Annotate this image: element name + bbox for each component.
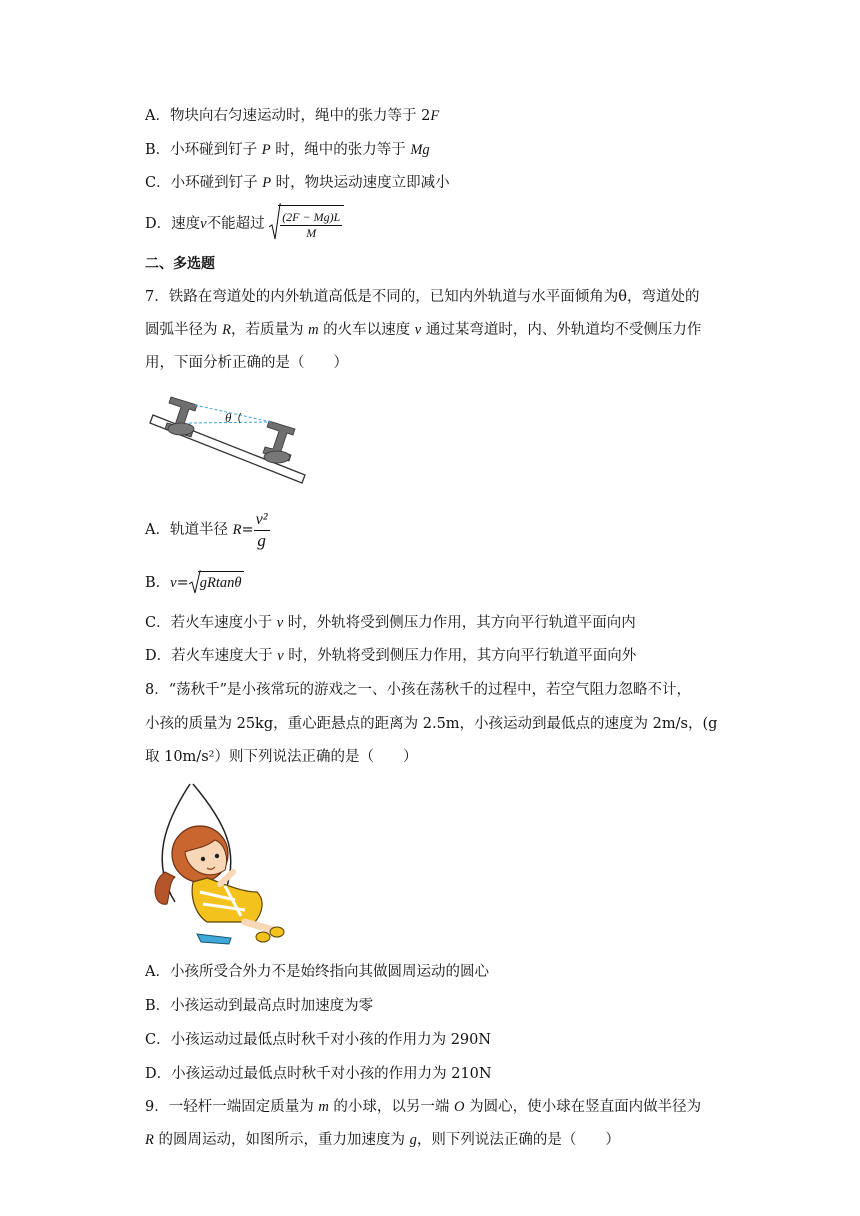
q9-stem-line2	[145, 1130, 620, 1150]
q7-option-a-var: R	[232, 522, 242, 538]
q6-option-c-pre: C．小环碰到钉子	[145, 175, 263, 191]
q6-option-d-pre: D．速度	[145, 216, 201, 232]
q6-option-d-mid: 不能超过	[206, 216, 265, 232]
q6-option-d-sqrt	[269, 205, 344, 243]
q7-option-a-eq: =	[241, 522, 254, 538]
q8-option-b: B．小孩运动到最高点时加速度为零	[145, 998, 374, 1014]
q8-option-a: A．小孩所受合外力不是始终指向其做圆周运动的圆心	[145, 964, 489, 980]
q8-stem-line1: 8．“荡秋千”是小孩常玩的游戏之一、小孩在荡秋千的过程中，若空气阻力忽略不计，	[145, 682, 692, 698]
swing-figure	[145, 782, 290, 947]
q6-option-b-pre: B．小环碰到钉子	[145, 142, 262, 158]
q6-option-c-post: 时，物块运动速度立即减小	[271, 175, 450, 191]
q7-option-a	[145, 506, 270, 554]
q6-option-b-var1: P	[261, 142, 271, 158]
q9-line1-b: 的小球，以另一端	[328, 1099, 455, 1115]
q7-option-b-radicand: gRtanθ	[198, 571, 244, 593]
q7-option-a-denominator: g	[257, 530, 266, 550]
q7-option-d-post: 时，外轨将受到侧压力作用，其方向平行轨道平面向外	[283, 648, 637, 664]
q7-option-b	[145, 570, 244, 596]
q8-option-d: D．小孩运动过最低点时秋千对小孩的作用力为 210N	[145, 1066, 492, 1082]
q7-stem-line2	[145, 320, 701, 340]
q9-line1-var-o: O	[454, 1099, 465, 1115]
section-title: 二、多选题	[145, 256, 215, 272]
q6-option-b-mid: 时，绳中的张力等于	[270, 142, 411, 158]
q7-option-c-pre: C．若火车速度小于	[145, 615, 277, 631]
q7-option-c	[145, 613, 636, 633]
q9-stem-line1	[145, 1097, 701, 1117]
q7-line2-var-v: v	[414, 322, 422, 338]
q7-line2-b: ，若质量为	[230, 322, 309, 338]
theta-label: θ	[225, 410, 232, 425]
q7-option-d	[145, 646, 636, 666]
q7-option-d-pre: D．若火车速度大于	[145, 648, 278, 664]
q7-stem-line1: 7．铁路在弯道处的内外轨道高低是不同的，已知内外轨道与水平面倾角为θ，弯道处的	[145, 289, 700, 305]
q9-line1-c: 为圆心，使小球在竖直面内做半径为	[464, 1099, 702, 1115]
q7-line2-var-m: m	[308, 322, 319, 338]
q7-option-d-var: v	[277, 648, 284, 664]
q6-option-d-denominator: M	[306, 226, 317, 240]
q6-option-b	[145, 140, 430, 160]
q7-line2-a: 圆弧半径为	[145, 322, 223, 338]
q7-option-b-pre: B．	[145, 575, 171, 591]
q6-option-d-var: v	[200, 216, 207, 232]
q7-line2-var-r: R	[222, 322, 231, 338]
q7-line2-c: 的火车以速度	[318, 322, 415, 338]
q7-option-c-post: 时，外轨将受到侧压力作用，其方向平行轨道平面向内	[283, 615, 636, 631]
q9-line2-a: 的圆周运动，如图所示，重力加速度为	[153, 1132, 410, 1148]
q9-line2-b: ，则下列说法正确的是（ ）	[416, 1132, 620, 1148]
q9-line1-var-m: m	[318, 1099, 329, 1115]
q9-line2-var-g: g	[409, 1132, 417, 1148]
q7-option-b-var: v	[170, 575, 177, 591]
q7-option-a-numerator: v²	[254, 510, 270, 531]
q6-option-c-var1: P	[262, 175, 272, 191]
q6-option-a-text: A．物块向右匀速运动时，绳中的张力等于 2	[145, 108, 431, 124]
q8-stem-line3: 取 10m/s²）则下列说法正确的是（ ）	[145, 749, 418, 765]
q6-option-d	[145, 205, 344, 241]
q6-option-c	[145, 173, 450, 193]
q7-option-a-pre: A．轨道半径	[145, 522, 233, 538]
q7-option-b-eq: =	[176, 575, 189, 591]
q7-option-b-sqrt	[189, 570, 244, 596]
q6-option-d-numerator: (2F − Mg)L	[282, 210, 341, 224]
q8-stem-line2: 小孩的质量为 25kg，重心距悬点的距离为 2.5m，小孩运动到最低点的速度为 2m/s，(g	[145, 716, 718, 732]
q7-option-c-var: v	[276, 615, 284, 631]
rail-figure	[145, 385, 315, 495]
q6-option-a-var: F	[430, 108, 440, 124]
q7-stem-line3: 用，下面分析正确的是（ ）	[145, 355, 348, 371]
q7-line2-d: 通过某弯道时，内、外轨道均不受侧压力作	[421, 322, 702, 338]
q8-option-c: C．小孩运动过最低点时秋千对小孩的作用力为 290N	[145, 1032, 492, 1048]
q6-option-a	[145, 106, 439, 126]
q6-option-b-var2: Mg	[410, 142, 430, 158]
q9-line2-var-r: R	[145, 1132, 154, 1148]
q9-line1-a: 9．一轻杆一端固定质量为	[145, 1099, 319, 1115]
